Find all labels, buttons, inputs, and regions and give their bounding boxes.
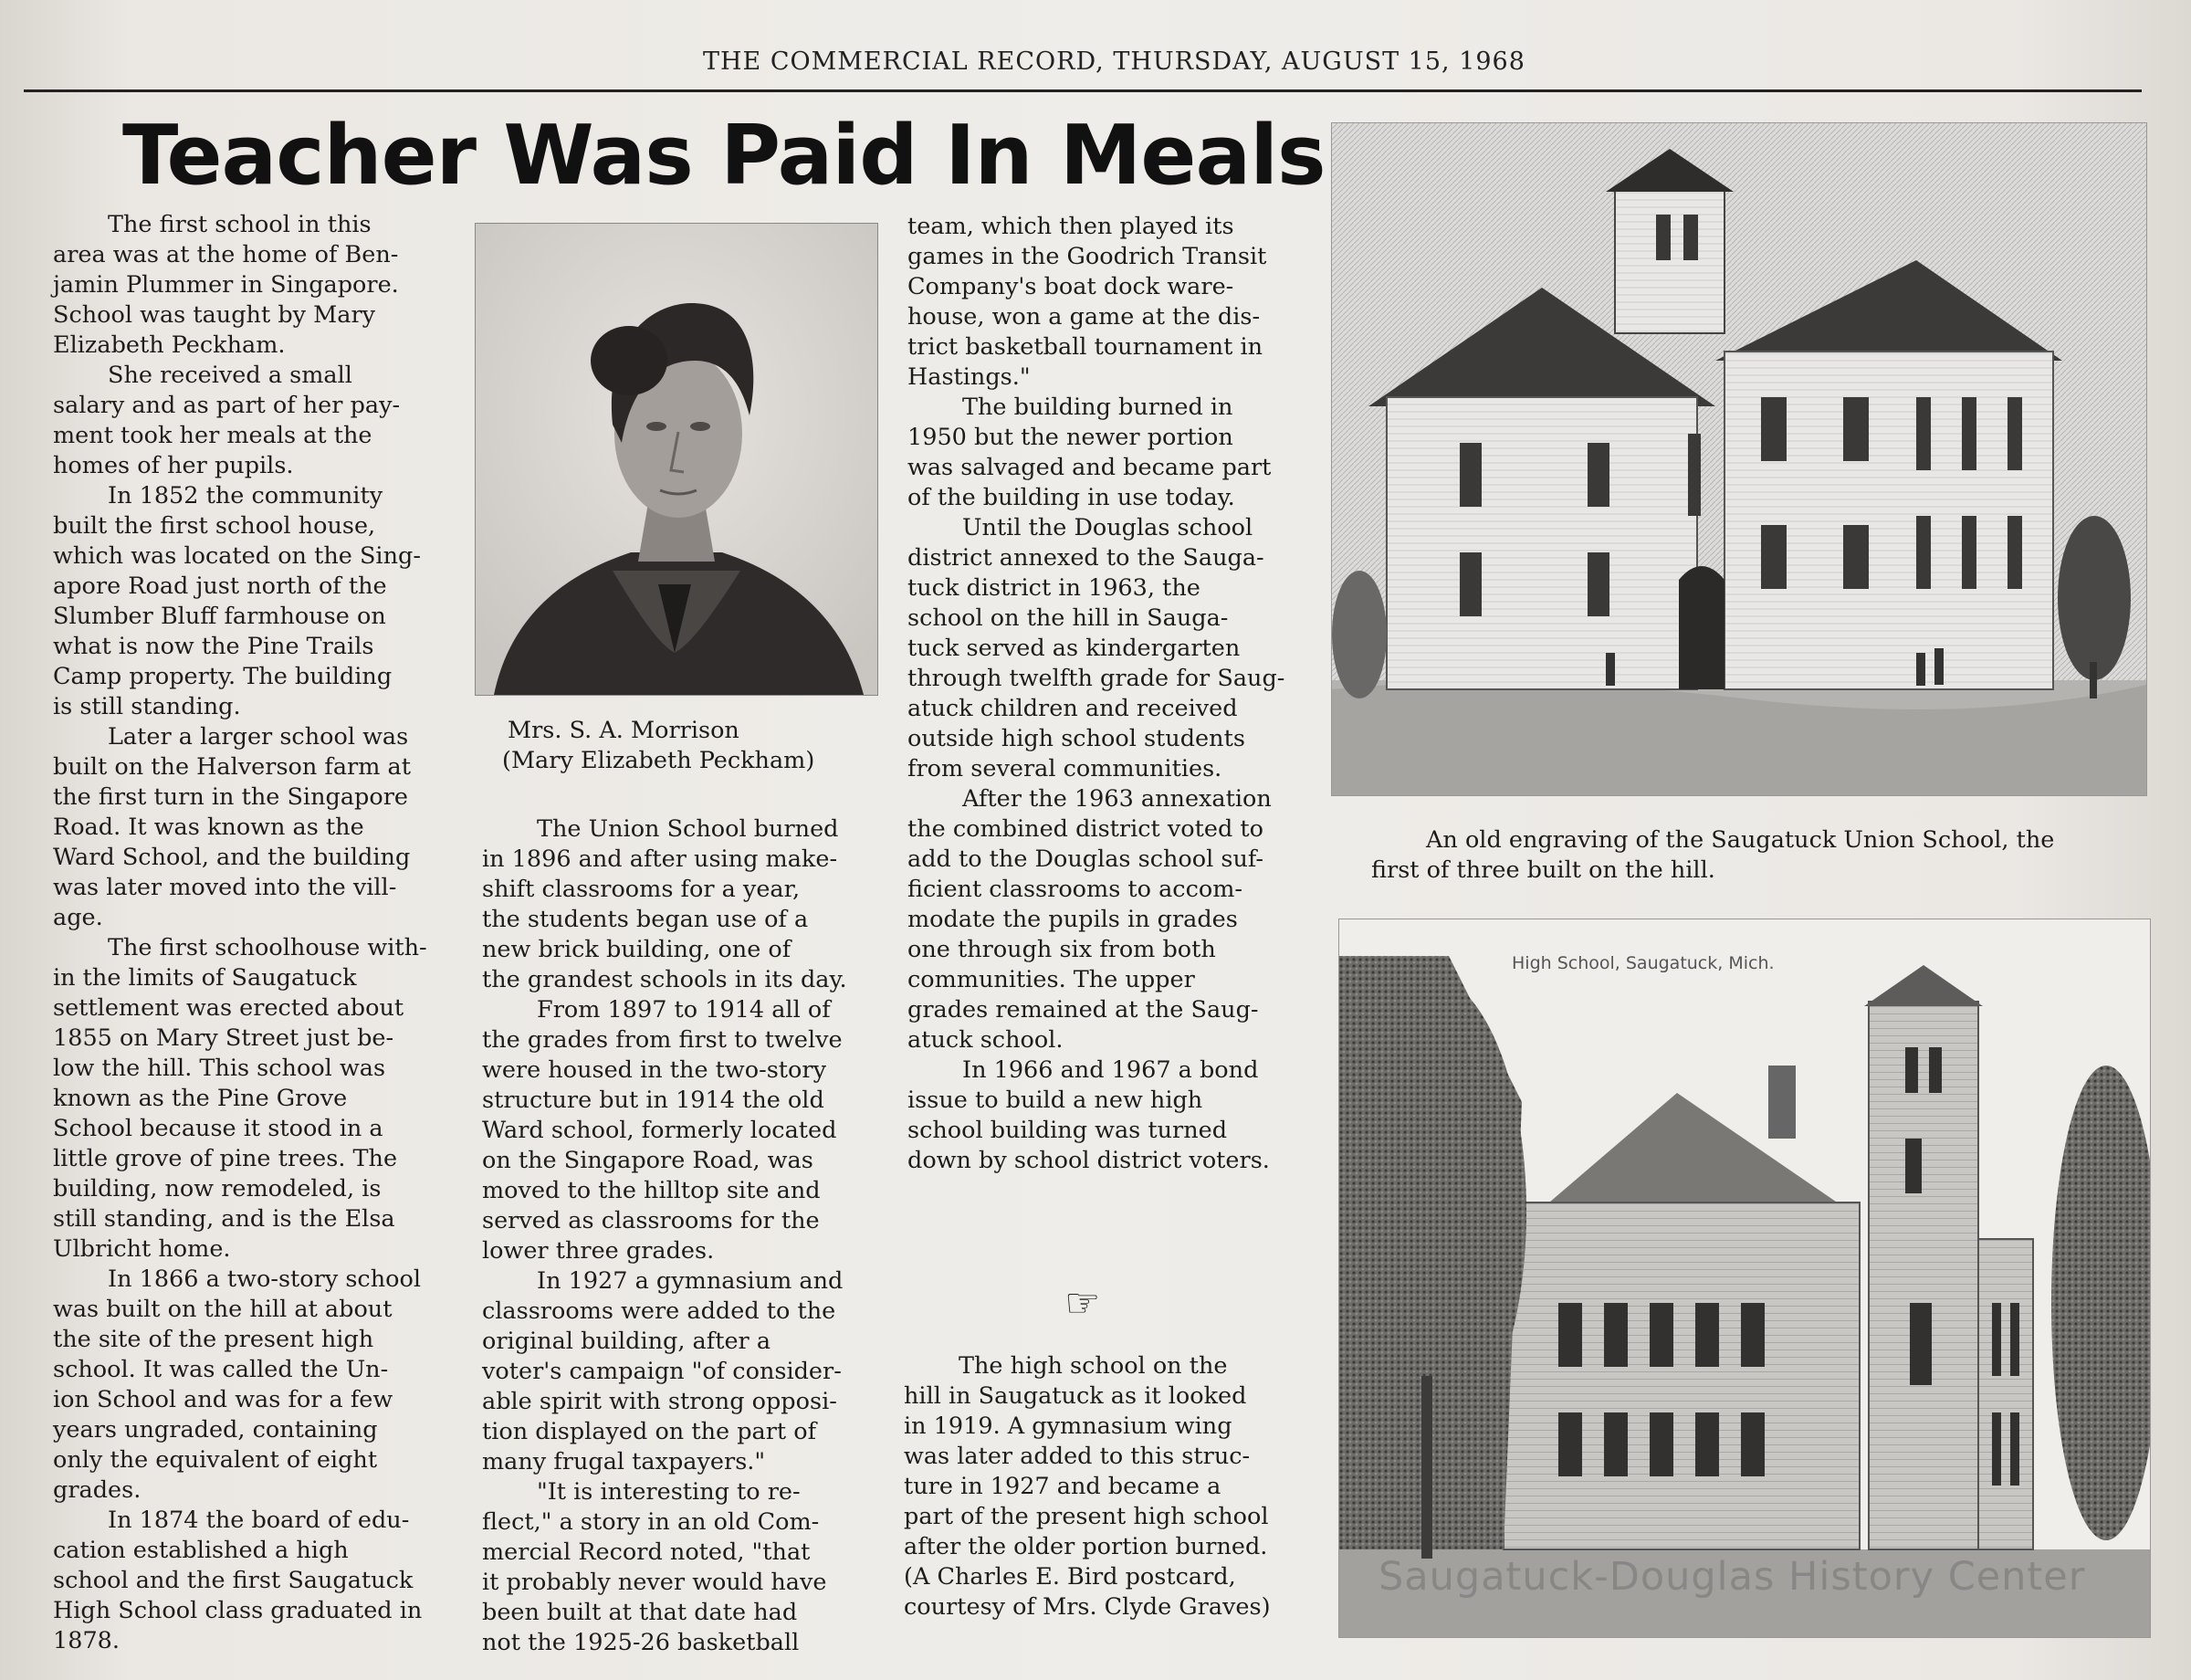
text-line: atuck school. [907,1026,1064,1054]
text-line: moved to the hilltop site and [482,1177,821,1204]
text-line: district annexed to the Sauga- [907,544,1264,572]
text-line: settlement was erected about [53,994,404,1022]
pointing-hand-icon: ☞ [1064,1280,1101,1327]
text-line: was later moved into the vill- [53,874,397,901]
text-line: were housed in the two-story [482,1056,826,1084]
text-line: only the equivalent of eight [53,1446,378,1474]
text-line: In 1927 a gymnasium and [537,1267,844,1295]
high-school-postcard [1338,919,2151,1638]
text-line: "It is interesting to re- [537,1478,801,1506]
text-line: Later a larger school was [108,723,409,751]
text-line: school on the hill in Sauga- [907,604,1229,632]
text-line: on the Singapore Road, was [482,1147,813,1174]
text-line: 1950 but the newer portion [907,424,1233,451]
text-line: The building burned in [962,394,1233,421]
text-line: many frugal taxpayers." [482,1448,766,1475]
text-line: The high school on the [959,1352,1228,1380]
portrait-caption-line: (Mary Elizabeth Peckham) [502,747,815,774]
text-line: ficient classrooms to accom- [907,876,1243,903]
text-line: tuck served as kindergarten [907,635,1241,662]
text-line: down by school district voters. [907,1147,1270,1174]
text-line: in 1919. A gymnasium wing [904,1412,1232,1440]
text-line: ture in 1927 and became a [904,1473,1221,1500]
watermark: Saugatuck-Douglas History Center [1379,1554,2086,1600]
text-line: 1878. [53,1627,121,1654]
text-line: hill in Saugatuck as it looked [904,1382,1247,1410]
text-line: apore Road just north of the [53,572,387,600]
text-line: Slumber Bluff farmhouse on [53,603,386,630]
text-line: trict basketball tournament in [907,333,1263,361]
text-line: part of the present high school [904,1503,1269,1530]
text-line: one through six from both [907,936,1216,963]
text-line: In 1852 the community [108,482,383,509]
text-line: In 1866 a two-story school [108,1265,421,1293]
text-line: age. [53,904,103,931]
text-line: The Union School burned [537,815,839,843]
text-line: Company's boat dock ware- [907,273,1234,300]
text-line: The first schoolhouse with- [108,934,427,961]
article-column-1 [53,210,455,1656]
text-line: from several communities. [907,755,1222,782]
text-line: Ulbricht home. [53,1235,231,1263]
text-line: Road. It was known as the [53,814,364,841]
masthead: THE COMMERCIAL RECORD, THURSDAY, AUGUST 15, 1968 [703,47,1525,76]
portrait-photo [475,223,878,696]
text-line: School was taught by Mary [53,301,376,329]
text-line: the first turn in the Singapore [53,783,408,811]
text-line: of the building in use today. [907,484,1235,511]
text-line: Hastings." [907,363,1031,391]
text-line: salary and as part of her pay- [53,392,401,419]
postcard-caption [904,1351,1305,1622]
engraving-caption [1371,825,2054,886]
headline: Teacher Was Paid In Meals [122,108,1326,204]
text-line: still standing, and is the Elsa [53,1205,395,1233]
text-line: team, which then played its [907,213,1234,240]
text-line: modate the pupils in grades [907,906,1238,933]
text-line: 1855 on Mary Street just be- [53,1024,394,1052]
text-line: in the limits of Saugatuck [53,964,357,992]
text-line: tion displayed on the part of [482,1418,817,1445]
text-line: Elizabeth Peckham. [53,331,286,359]
text-line: The first school in this [108,211,372,238]
text-line: Camp property. The building [53,663,393,690]
text-line: add to the Douglas school suf- [907,845,1264,873]
text-line: tuck district in 1963, the [907,574,1200,602]
text-line: through twelfth grade for Saug- [907,665,1285,692]
text-line: in 1896 and after using make- [482,845,838,873]
union-school-engraving [1331,122,2147,796]
article-column-2 [482,814,884,1658]
text-line: In 1966 and 1967 a bond [962,1056,1259,1084]
text-line: built on the Halverson farm at [53,753,411,781]
text-line: new brick building, one of [482,936,791,963]
text-line: was later added to this struc- [904,1443,1251,1470]
text-line: area was at the home of Ben- [53,241,399,268]
text-line: grades. [53,1476,142,1504]
text-line: the combined district voted to [907,815,1264,843]
text-line: the grandest schools in its day. [482,966,847,993]
text-line: little grove of pine trees. The [53,1145,398,1172]
text-line: was salvaged and became part [907,454,1272,481]
text-line: school and the first Saugatuck [53,1567,414,1594]
text-line: been built at that date had [482,1599,798,1626]
text-line: what is now the Pine Trails [53,633,374,660]
text-line: years ungraded, containing [53,1416,378,1444]
text-line: homes of her pupils. [53,452,294,479]
text-line: the site of the present high [53,1326,374,1353]
text-line: is still standing. [53,693,241,720]
portrait-caption-line: Mrs. S. A. Morrison [508,717,739,744]
text-line: after the older portion burned. [904,1533,1268,1560]
text-line: served as classrooms for the [482,1207,820,1234]
text-line: known as the Pine Grove [53,1085,348,1112]
portrait-caption [502,716,815,776]
text-line: outside high school students [907,725,1245,752]
engraving-caption-line: first of three built on the hill. [1371,856,1715,884]
postcard-title: High School, Saugatuck, Mich. [1512,953,1775,973]
text-line: In 1874 the board of edu- [108,1507,410,1534]
text-line: it probably never would have [482,1569,827,1596]
text-line: From 1897 to 1914 all of [537,996,831,1024]
text-line: was built on the hill at about [53,1296,393,1323]
text-line: which was located on the Sing- [53,542,421,570]
text-line: High School class graduated in [53,1597,423,1624]
text-line: lower three grades. [482,1237,715,1265]
text-line: atuck children and received [907,695,1238,722]
text-line: jamin Plummer in Singapore. [53,271,399,299]
text-line: games in the Goodrich Transit [907,243,1267,270]
text-line: building, now remodeled, is [53,1175,382,1202]
text-line: mercial Record noted, "that [482,1538,811,1566]
text-line: school building was turned [907,1117,1228,1144]
text-line: structure but in 1914 the old [482,1087,824,1114]
text-line: grades remained at the Saug- [907,996,1259,1024]
text-line: Ward school, formerly located [482,1117,837,1144]
text-line: able spirit with strong opposi- [482,1388,837,1415]
text-line: the students began use of a [482,906,809,933]
text-line: shift classrooms for a year, [482,876,801,903]
text-line: After the 1963 annexation [962,785,1272,813]
text-line: built the first school house, [53,512,376,540]
text-line: She received a small [108,362,352,389]
text-line: (A Charles E. Bird postcard, [904,1563,1236,1591]
text-line: ion School and was for a few [53,1386,393,1413]
text-line: cation established a high [53,1537,349,1564]
text-line: low the hill. This school was [53,1055,386,1082]
text-line: house, won a game at the dis- [907,303,1261,331]
text-line: issue to build a new high [907,1087,1203,1114]
text-line: Ward School, and the building [53,844,411,871]
text-line: voter's campaign "of consider- [482,1358,842,1385]
text-line: School because it stood in a [53,1115,383,1142]
text-line: Until the Douglas school [962,514,1253,541]
text-line: school. It was called the Un- [53,1356,389,1383]
article-column-3 [907,212,1309,1176]
text-line: courtesy of Mrs. Clyde Graves) [904,1593,1271,1621]
text-line: classrooms were added to the [482,1297,836,1325]
text-line: ment took her meals at the [53,422,372,449]
text-line: communities. The upper [907,966,1195,993]
text-line: flect," a story in an old Com- [482,1508,820,1536]
text-line: original building, after a [482,1328,771,1355]
masthead-rule [24,89,2142,92]
text-line: not the 1925-26 basketball [482,1629,800,1656]
engraving-caption-line: An old engraving of the Saugatuck Union School, the [1426,826,2055,854]
text-line: the grades from first to twelve [482,1026,843,1054]
